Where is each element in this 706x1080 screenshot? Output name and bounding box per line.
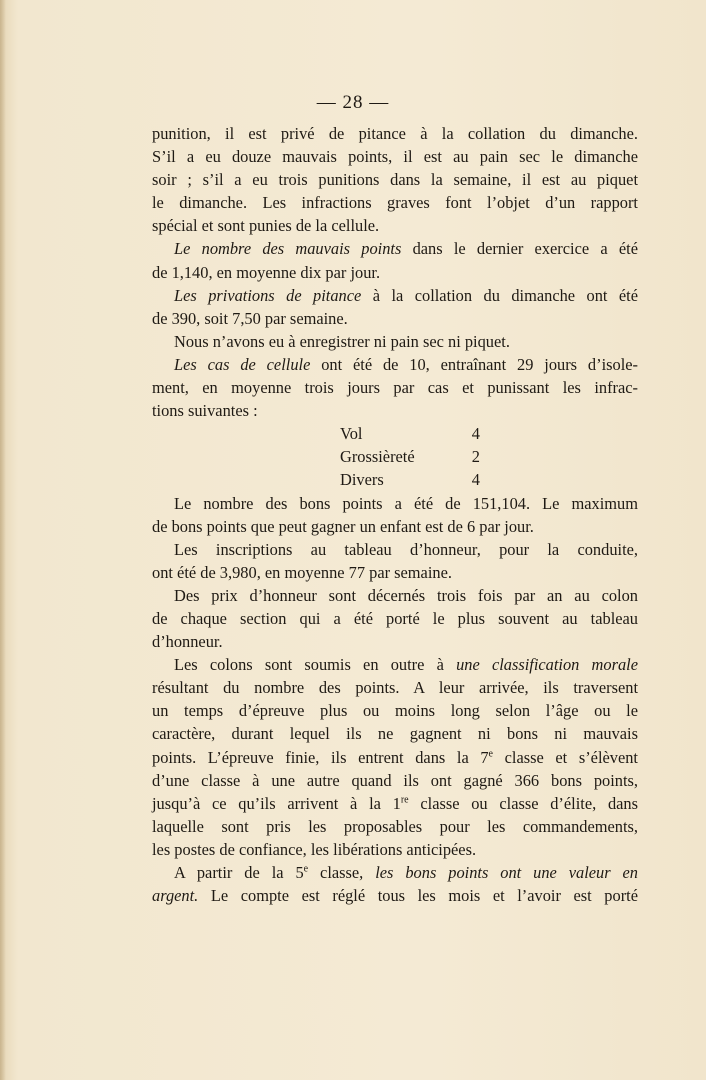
text-fragment: classe ou classe d’élite, dans <box>408 793 638 813</box>
text-fragment: classe et s’élèvent <box>493 747 638 767</box>
text-line <box>152 792 638 815</box>
text-line <box>152 861 638 884</box>
italic-phrase: une classification morale <box>456 655 638 675</box>
text-line: Nous n’avons eu à enregistrer ni pain sec ni piquet. <box>174 331 510 351</box>
infraction-count: 4 <box>471 470 480 490</box>
text-line <box>152 353 638 376</box>
text-line <box>152 284 638 307</box>
text-line <box>152 237 638 260</box>
text-fragment: à la collation du dimanche ont été <box>361 285 638 305</box>
table-row <box>340 445 480 468</box>
text-line: Le nombre des bons points a été de 151,104. Le maximum <box>174 493 638 513</box>
text-line: le dimanche. Les infractions graves font l’objet d’un rapport <box>152 193 638 213</box>
italic-phrase: Les cas de cellule <box>174 354 311 374</box>
text-fragment: classe, <box>308 863 376 882</box>
italic-phrase: Les privations de pitance <box>174 285 362 305</box>
text-fragment: points. L’épreuve finie, ils entrent dans la 7 <box>152 747 489 767</box>
infraction-name: Grossièreté <box>340 447 415 467</box>
text-line: spécial et sont punies de la cellule. <box>152 216 380 236</box>
infractions-table <box>340 422 480 491</box>
text-line: résultant du nombre des points. A leur arrivée, ils traversent <box>152 678 638 698</box>
italic-phrase: les bons points ont une valeur en <box>375 863 639 882</box>
text-line: ont été de 3,980, en moyenne 77 par semaine. <box>152 562 452 582</box>
infraction-name: Vol <box>340 424 363 444</box>
text-line: ment, en moyenne trois jours par cas et punissant les infrac- <box>152 378 638 398</box>
text-line: de bons points que peut gagner un enfant est de 6 par jour. <box>152 516 534 536</box>
page-edge-shadow <box>0 0 6 1080</box>
superscript: e <box>488 748 493 760</box>
body-text <box>152 122 638 907</box>
superscript: re <box>400 794 409 806</box>
italic-phrase: argent. <box>152 886 199 906</box>
text-fragment: ont été de 10, entraînant 29 jours d’isole- <box>310 354 638 374</box>
text-line: de 390, soit 7,50 par semaine. <box>152 308 348 328</box>
text-line <box>152 746 638 769</box>
text-fragment: jusqu’à ce qu’ils arrivent à la 1 <box>152 793 401 813</box>
text-line: Des prix d’honneur sont décernés trois fois par an au colon <box>174 585 638 605</box>
text-line: de chaque section qui a été porté le plus souvent au tableau <box>152 608 638 628</box>
superscript: e <box>303 863 309 875</box>
text-line: Les inscriptions au tableau d’honneur, pour la conduite, <box>174 539 638 559</box>
text-line: caractère, durant lequel ils ne gagnent ni bons ni mauvais <box>152 724 638 744</box>
infraction-count: 4 <box>471 424 480 444</box>
text-line <box>152 653 638 676</box>
text-fragment: dans le dernier exercice a été <box>401 239 638 259</box>
text-line: les postes de confiance, les libérations anticipées. <box>152 839 477 859</box>
text-line: d’honneur. <box>152 632 223 652</box>
text-line: laquelle sont pris les proposables pour les commandements, <box>152 816 638 836</box>
text-line <box>152 884 638 907</box>
infraction-count: 2 <box>471 447 480 467</box>
text-line: un temps d’épreuve plus ou moins long selon l’âge ou le <box>152 701 638 721</box>
text-fragment: Les colons sont soumis en outre à <box>174 655 457 675</box>
table-row <box>340 422 480 445</box>
text-line: punition, il est privé de pitance à la collation du dimanche. <box>152 124 638 143</box>
italic-phrase: Le nombre des mauvais points <box>174 239 402 259</box>
text-fragment: Le compte est réglé tous les mois et l’avoir est porté <box>198 886 638 906</box>
infraction-name: Divers <box>340 470 384 490</box>
text-line: tions suivantes : <box>152 401 258 421</box>
table-row <box>340 468 480 491</box>
text-line: S’il a eu douze mauvais points, il est au pain sec le dimanche <box>152 147 638 167</box>
text-line: d’une classe à une autre quand ils ont gagné 366 bons points, <box>152 770 638 790</box>
text-line: de 1,140, en moyenne dix par jour. <box>152 262 381 282</box>
text-fragment: A partir de la 5 <box>174 863 304 882</box>
text-line: soir ; s’il a eu trois punitions dans la semaine, il est au piquet <box>152 170 638 190</box>
page-number: — 28 — <box>316 92 390 113</box>
